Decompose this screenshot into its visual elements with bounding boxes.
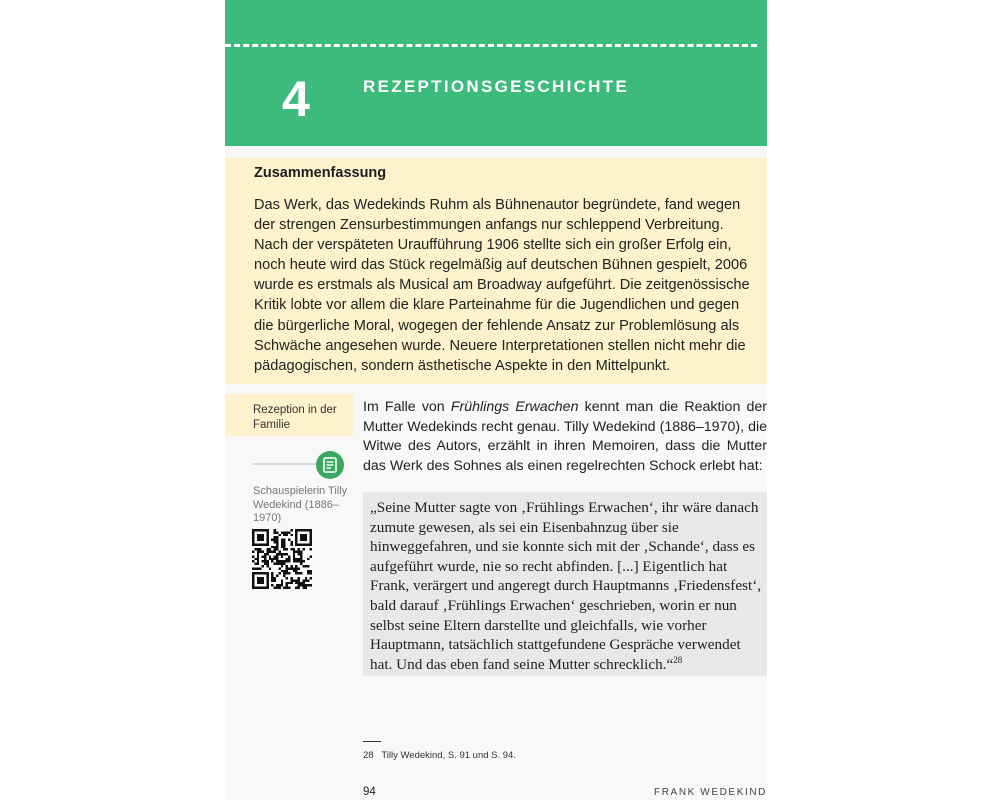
footnote-number: 28: [363, 750, 374, 761]
summary-box: [225, 158, 767, 384]
qr-code-icon[interactable]: [252, 529, 312, 589]
media-connector-line: [252, 463, 316, 465]
book-icon-glyph: [316, 451, 344, 479]
summary-text: Das Werk, das Wedekinds Ruhm als Bühnenautor begründete, fand wegen der strengen Zensurbestimmungen anfangs nur schleppend Verbreitung. Nach der verspäteten Uraufführung 1906 stellte sich ein großer Erfolg ein, noch heute wird das Stück regelmäßig auf deutschen Bühnen gespielt, 2006 wurde es erstmals als Musical am Broadway aufgeführt. Die zeitgenössische Kritik lobte vor allem die klare Parteinahme für die Jugendlichen und gegen die bürgerliche Moral, wogegen der fehlende Ansatz zur Problemlösung als Schwäche angesehen wurde. Neuere Interpretationen stellen nicht mehr die pädagogischen, sondern ästhetische Aspekte in den Mittelpunkt.: [254, 197, 750, 374]
summary-heading: Zusammenfassung: [254, 165, 387, 181]
quote-block: [363, 492, 767, 676]
media-caption: Schauspielerin Tilly Wedekind (1886–1970): [253, 485, 348, 524]
book-page: [225, 0, 767, 800]
body-intro-after: kennt man die Reaktion der Mutter Wedekinds recht genau. Tilly Wedekind (1886–1970), die Witwe des Autors, erzählt in ihren Memoiren, dass die Mutter das Werk des Sohnes als einen regelrechten Schock erlebt hat:: [363, 399, 767, 475]
chapter-number: 4: [282, 71, 310, 127]
body-paragraph: [363, 398, 767, 477]
running-head: FRANK WEDEKIND: [654, 787, 767, 798]
header-dashed-rule: [225, 44, 757, 47]
book-icon[interactable]: [316, 451, 344, 479]
page-number: 94: [363, 786, 376, 798]
quote-body: „Seine Mutter sagte von ‚Frühlings Erwachen‘, ihr wäre danach zumute gewesen, als sei ein Eisenbahnzug über sie hinweggefahren, und sie konnte sich mit der ‚Schande‘, dass es aufgeführt wurde, nie so recht abfinden. [...] Eigentlich hat Frank, verärgert und angeregt durch Hauptmanns ‚Friedensfest‘, bald darauf ‚Frühlings Erwachen‘ geschrieben, worin er nun selbst seine Eltern darstellte und gleichfalls, wie vorher Hauptmann, tatsächlich stattgefundene Gespräche verwendet hat. Und das eben fand seine Mutter schrecklich.“: [370, 499, 762, 673]
quote-text: [370, 498, 762, 674]
chapter-title: REZEPTIONSGESCHICHTE: [363, 77, 630, 96]
margin-note-label: Rezeption in der Familie: [253, 404, 337, 431]
footnote-rule: [363, 741, 381, 742]
footnote: [363, 750, 516, 761]
footnote-reference[interactable]: 28: [673, 654, 683, 665]
margin-note: [225, 394, 353, 436]
chapter-header: [225, 0, 767, 146]
work-title: Frühlings Erwachen: [450, 399, 579, 415]
footnote-text: Tilly Wedekind, S. 91 und S. 94.: [381, 750, 516, 761]
body-intro-before: Im Falle von: [363, 399, 451, 415]
